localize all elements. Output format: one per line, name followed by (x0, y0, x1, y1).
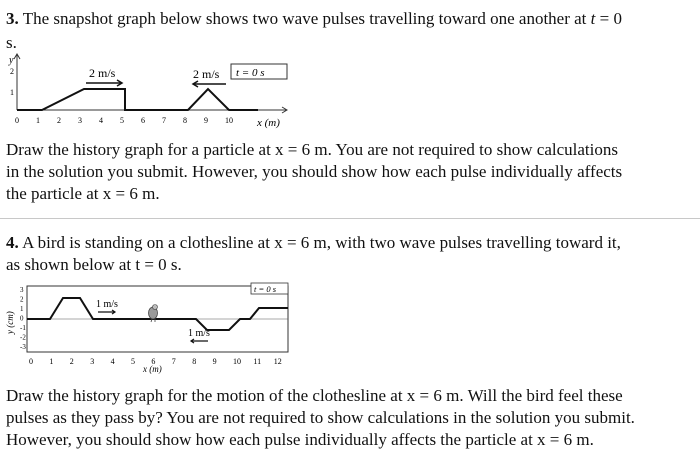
q3-x-tick: 1 (36, 116, 40, 125)
q3-body-line2: in the solution you submit. However, you should show how each pulse individually affects (6, 162, 623, 181)
q3-x-label: x (m) (257, 117, 280, 129)
q4-x-label: x (m) (143, 364, 162, 374)
q3-y-tick-2: 2 (10, 67, 14, 76)
q4-x-tick: 1 (49, 357, 54, 366)
q4-x-tick: 8 (192, 357, 197, 366)
q4-right-speed: 1 m/s (188, 328, 210, 339)
q3-intro (6, 8, 696, 30)
q4-y-tick: 1 (20, 305, 24, 313)
q4-left-speed: 1 m/s (96, 299, 118, 310)
q3-right-speed: 2 m/s (193, 67, 220, 81)
q3-body-line1: Draw the history graph for a particle at x = 6 m. You are not required to show calculations (6, 140, 618, 159)
q4-snapshot-graph (0, 280, 300, 376)
q3-x-tick: 7 (162, 116, 166, 125)
q4-y-tick: -2 (20, 333, 26, 342)
q3-x-tick: 3 (78, 116, 82, 125)
q4-x-tick: 11 (253, 357, 262, 366)
q3-intro-eq: = 0 (599, 9, 622, 28)
q4-y-tick: 2 (20, 295, 24, 304)
q3-intro-var: t (590, 9, 596, 28)
q3-x-tick: 2 (57, 116, 61, 125)
q3-x-tick: 0 (15, 116, 19, 125)
q4-x-tick: 3 (90, 357, 95, 366)
q3-x-tick: 9 (204, 116, 208, 125)
q3-snapshot-graph (0, 52, 300, 134)
q3-intro-text: The snapshot graph below shows two wave pulses travelling toward one another at (22, 9, 587, 28)
q4-body-line1: Draw the history graph for the motion of the clothesline at x = 6 m. Will the bird feel these (6, 386, 623, 405)
q4-x-tick: 12 (273, 357, 282, 366)
q4-x-tick: 0 (29, 357, 33, 366)
q3-y-tick-1: 1 (10, 88, 14, 97)
q4-body-line2: pulses as they pass by? You are not required to show calculations in the solution you submit. (6, 408, 635, 427)
q4-x-tick: 9 (212, 357, 217, 366)
q3-time-label: t = 0 s (236, 67, 265, 79)
q4-x-tick: 2 (69, 357, 74, 366)
q4-x-tick: 4 (110, 357, 115, 366)
q4-intro-text: A bird is standing on a clothesline at x = 6 m, with two wave pulses travelling toward it, (22, 233, 621, 252)
q4-x-tick: 6 (151, 357, 156, 366)
q3-left-speed: 2 m/s (89, 66, 116, 80)
q4-y-label: y (cm) (5, 311, 15, 334)
q3-x-tick: 8 (183, 116, 187, 125)
q3-x-tick: 10 (225, 116, 233, 125)
q3-body-line3: the particle at x = 6 m. (6, 184, 160, 203)
q4-x-tick: 10 (233, 357, 241, 366)
q3-x-tick: 5 (120, 116, 124, 125)
q3-pulse-line (17, 89, 258, 110)
q3-x-ticks (15, 116, 233, 125)
q4-x-tick: 5 (131, 357, 135, 366)
q4-intro (6, 232, 696, 254)
q4-y-tick: -1 (20, 324, 26, 332)
q4-body-line3: However, you should show how each pulse individually affects the particle at x = 6 m. (6, 430, 594, 449)
q3-intro-unit: s. (6, 33, 17, 52)
q3-number: 3. (6, 9, 19, 28)
q4-y-tick: -3 (20, 343, 26, 351)
q3-y-label: y (9, 55, 14, 66)
q4-number: 4. (6, 233, 19, 252)
q4-y-tick: 3 (20, 286, 24, 294)
q4-intro-line2: as shown below at t = 0 s. (6, 255, 182, 274)
q4-x-tick: 7 (171, 357, 176, 366)
q3-x-tick: 4 (99, 116, 103, 125)
question-divider (0, 218, 700, 219)
q3-x-tick: 6 (141, 116, 145, 125)
q4-time-label: t = 0 s (254, 284, 277, 294)
q4-y-tick: 0 (20, 314, 24, 323)
q4-y-ticks (20, 286, 26, 351)
